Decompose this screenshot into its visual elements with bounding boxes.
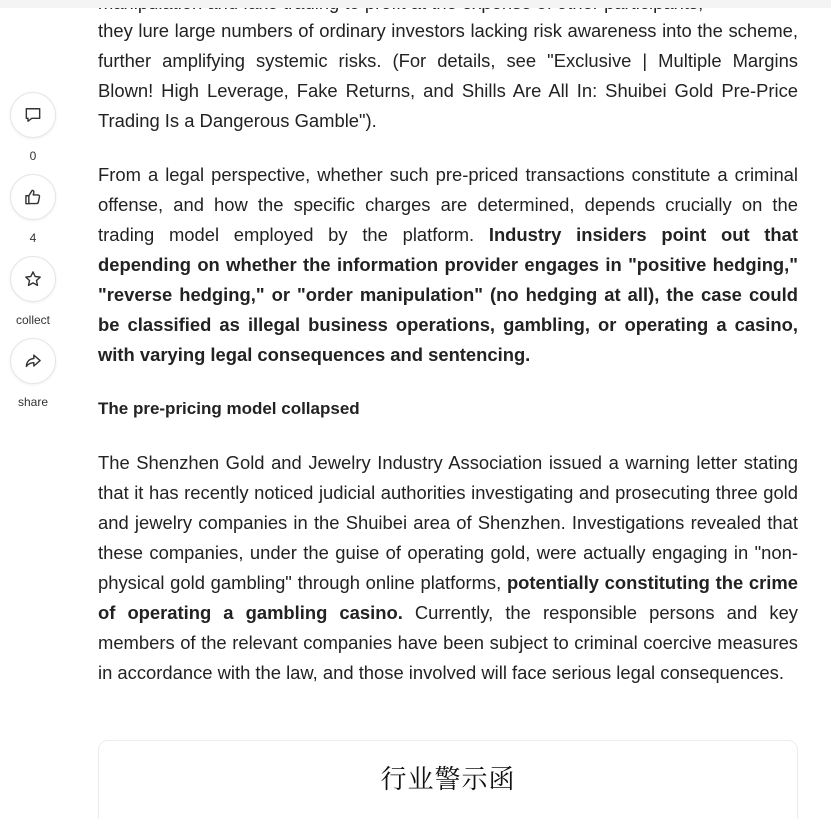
like-count: 4 [29, 231, 37, 245]
warning-letter-title: 行业警示函 [380, 765, 516, 795]
share-label: share [17, 395, 49, 409]
thumbs-up-icon [23, 187, 43, 207]
like-action [9, 174, 57, 246]
comment-count: 0 [29, 149, 37, 163]
paragraph-3-text-b: Currently, the responsible persons and key members of the relevant companies have been subject to criminal coercive measures in accordance with the law, and those involved will face serious legal consequences. [98, 602, 798, 683]
top-scroll-edge [0, 0, 831, 8]
section-heading: The pre-pricing model collapsed [98, 399, 360, 418]
article-body [98, 16, 798, 712]
comment-icon [23, 105, 43, 125]
paragraph-3 [98, 448, 798, 688]
paragraph-2-bold: Industry insiders point out that depending on whether the information provider engages in "positive hedging," "reverse hedging," or "order manipulation" (no hedging at all), the case could be classified as illegal business operations, gambling, or operating a casino, with varying legal consequences and sentencing. [98, 224, 798, 365]
collect-label: collect [15, 313, 50, 327]
like-button[interactable] [10, 174, 56, 220]
share-action [9, 338, 57, 410]
paragraph-1: they lure large numbers of ordinary investors lacking risk awareness into the scheme, further amplifying systemic risks. (For details, see "Exclusive | Multiple Margins Blown! High Leverage, Fake Returns, and Shills Are All In: Shuibei Gold Pre-Price Trading Is a Dangerous Gamble"). [98, 20, 798, 131]
collect-action [9, 256, 57, 328]
comment-action [9, 92, 57, 164]
paragraph-2 [98, 160, 798, 370]
warning-letter-image[interactable] [98, 740, 798, 819]
star-icon [23, 269, 43, 289]
share-icon [23, 351, 43, 371]
share-button[interactable] [10, 338, 56, 384]
paragraph-3-text-a: The Shenzhen Gold and Jewelry Industry Association issued a warning letter stating that it has recently noticed judicial authorities investigating and prosecuting three gold and jewelry companies in the Shuibei area of Shenzhen. Investigations revealed that these companies, under the guise of operating gold, were actually engaging in "non-physical gold gambling" through online platforms, [98, 452, 798, 593]
paragraph-3-bold: potentially constituting the crime of operating a gambling casino. [98, 572, 798, 623]
paragraph-2-text: From a legal perspective, whether such pre-priced transactions constitute a criminal offense, and how the specific charges are determined, depends crucially on the trading model employed by the platform. [98, 164, 798, 245]
comment-button[interactable] [10, 92, 56, 138]
collect-button[interactable] [10, 256, 56, 302]
